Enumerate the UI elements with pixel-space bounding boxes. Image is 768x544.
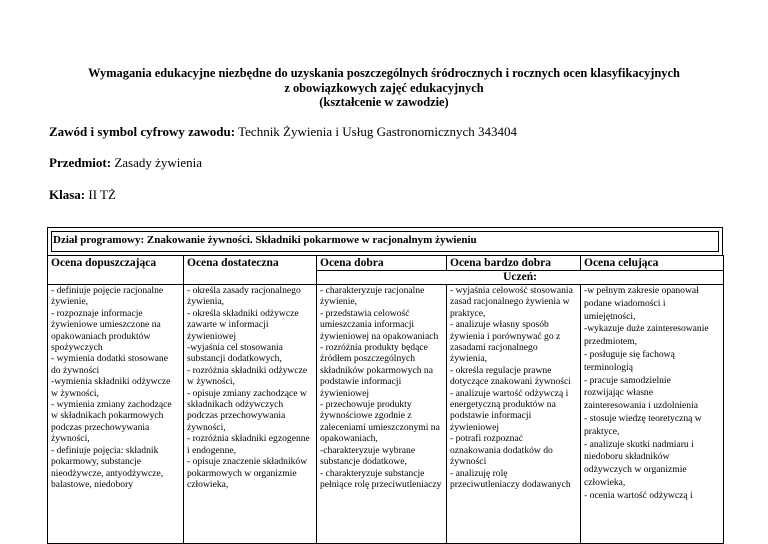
cell-line: odżywczych w organizmie: [584, 464, 687, 476]
cell-line: podane wiadomości i: [584, 297, 666, 309]
cell-line: -wyjaśnia cel stosowania: [187, 342, 283, 354]
header-cell: Ocena celująca: [581, 256, 724, 271]
cell-line: spożywczych: [51, 342, 103, 354]
cell-line: żywienie,: [320, 296, 358, 308]
cell-line: żywności,: [187, 421, 226, 433]
cell-line: - charakteryzuje racjonalne: [320, 285, 425, 296]
cell-line: - definiuje pojęcia: składnik: [51, 444, 159, 456]
cell-line: źródłem poszczególnych: [320, 353, 416, 365]
header-cell: Ocena bardzo dobra: [447, 256, 581, 271]
cell-line: - rozróżnia składniki egzogenne: [187, 433, 310, 445]
cell-line: - wymienia dodatki stosowane: [51, 353, 168, 365]
cell-line: - rozróżnia składniki odżywcze: [187, 364, 308, 376]
class-value: II TŻ: [88, 187, 116, 202]
content-row: [48, 285, 724, 544]
cell-line: -wymienia składniki odżywcze: [51, 376, 171, 388]
cell-line: -wykazuje duże zainteresowanie: [584, 323, 709, 335]
cell-line: w żywności,: [187, 376, 235, 388]
profession-value: Technik Żywienia i Usług Gastronomicznych 343404: [238, 124, 518, 139]
cell-line: zawarte w informacji: [187, 319, 269, 331]
cell-line: - analizuje wartość odżywczą i: [450, 387, 569, 399]
cell-line: żywieniowej: [450, 421, 500, 433]
cell-line: - posługuje się fachową: [584, 348, 675, 360]
requirements-table: [47, 255, 724, 544]
subject-value: Zasady żywienia: [114, 155, 203, 170]
cell-line: - przechowuje produkty: [320, 399, 412, 411]
section-box: [47, 227, 723, 256]
cell-line: podczas przechowywania: [187, 410, 286, 422]
cell-line: - przedstawia celowość: [320, 307, 410, 319]
cell-line: - potrafi rozpoznać: [450, 433, 523, 445]
cell-line: i endogenne,: [187, 444, 237, 456]
subheader-cell: Uczeń:: [317, 271, 724, 285]
cell-line: -w pełnym zakresie opanował: [584, 285, 699, 296]
cell-line: umieszczania informacji: [320, 319, 415, 331]
cell-line: żywienie,: [51, 296, 89, 308]
cell-line: żywieniowej na opakowaniach: [320, 330, 439, 342]
cell-line: - określa składniki odżywcze: [187, 307, 299, 319]
header-row: [48, 256, 724, 271]
cell-line: żywieniowej: [320, 387, 370, 399]
cell-line: - definiuje pojęcie racjonalne: [51, 285, 164, 296]
cell-line: - analizuje własny sposób: [450, 319, 549, 331]
content-cell: [48, 285, 184, 544]
cell-line: umiejętności,: [584, 310, 636, 322]
cell-line: składników pokarmowych na: [320, 364, 433, 376]
class-field: [49, 187, 116, 203]
cell-line: praktyce,: [584, 425, 620, 437]
header-cell: Ocena dobra: [317, 256, 447, 271]
cell-line: zasadami racjonalnego: [450, 342, 538, 354]
cell-line: - charakteryzuje substancje: [320, 467, 425, 479]
cell-line: żywnościowe zgodnie z: [320, 410, 412, 422]
cell-line: - rozróżnia produkty będące: [320, 342, 428, 354]
cell-line: - opisuje zmiany zachodzące w: [187, 387, 307, 399]
header-cell: Ocena dopuszczająca: [48, 256, 184, 285]
profession-field: [49, 124, 517, 140]
title-line: z obowiązkowych zajęć edukacyjnych: [284, 80, 484, 95]
cell-line: substancje dodatkowe,: [320, 456, 407, 468]
subject-field: [49, 155, 202, 171]
cell-line: zasad racjonalnego żywienia w: [450, 296, 570, 308]
cell-line: podstawie informacji: [450, 410, 532, 422]
section-title: Dział programowy: Znakowanie żywności. Składniki pokarmowe w racjonalnym żywieniu: [53, 234, 477, 246]
cell-line: balastowe, niedobory: [51, 478, 134, 490]
cell-line: terminologią: [584, 361, 634, 373]
cell-line: - stosuje wiedzę teoretyczną w: [584, 412, 702, 424]
content-cell: [581, 285, 724, 544]
cell-line: opakowaniach produktów: [51, 330, 151, 342]
cell-line: człowieka,: [584, 476, 626, 488]
cell-line: pokarmowy, substancje: [51, 456, 141, 468]
cell-line: energetyczną produktów na: [450, 399, 556, 411]
subject-label: Przedmiot:: [49, 155, 112, 170]
cell-line: opakowaniach,: [320, 433, 378, 445]
cell-line: podczas przechowywania: [51, 421, 150, 433]
cell-line: w składnikach pokarmowych: [51, 410, 164, 422]
cell-line: składnikach odżywczych: [187, 399, 284, 411]
cell-line: rozwijając własne: [584, 387, 653, 399]
cell-line: żywienia i porównywać go z: [450, 330, 561, 342]
cell-line: - pracuje samodzielnie: [584, 374, 671, 386]
cell-line: - analizuję rolę: [450, 467, 508, 479]
cell-line: - wyjaśnia celowość stosowania: [450, 285, 573, 296]
cell-line: - rozpoznaje informacje: [51, 307, 143, 319]
document-title: [0, 66, 768, 110]
cell-line: w żywności,: [51, 387, 99, 399]
content-cell: [447, 285, 581, 544]
cell-line: dotyczące znakowani żywności: [450, 376, 571, 388]
cell-line: - opisuje znaczenie składników: [187, 456, 308, 468]
cell-line: przedmiotem,: [584, 336, 638, 348]
cell-line: - ocenia wartość odżywczą i: [584, 489, 693, 501]
cell-line: przeciwutleniaczy dodawanych: [450, 478, 571, 490]
cell-line: żywności,: [51, 433, 90, 445]
cell-line: żywienia,: [187, 296, 225, 308]
content-cell: [184, 285, 317, 544]
class-label: Klasa:: [49, 187, 86, 202]
cell-line: substancji dodatkowych,: [187, 353, 282, 365]
cell-line: - określa zasady racjonalnego: [187, 285, 301, 296]
cell-line: - określa regulacje prawne: [450, 364, 552, 376]
cell-line: podstawie informacji: [320, 376, 402, 388]
cell-line: -charakteryzuje wybrane: [320, 444, 416, 456]
cell-line: żywności: [450, 456, 487, 468]
cell-line: - analizuje skutki nadmiaru i: [584, 438, 694, 450]
cell-line: do żywności: [51, 364, 100, 376]
cell-line: nieodżywcze, antyodżywcze,: [51, 467, 164, 479]
cell-line: oznakowania dodatków do: [450, 444, 553, 456]
title-line: Wymagania edukacyjne niezbędne do uzyskania poszczególnych śródrocznych i rocznych ocen klasyfikacyjnych: [88, 66, 680, 80]
title-line: (kształcenie w zawodzie): [319, 95, 449, 110]
cell-line: praktyce,: [450, 307, 486, 319]
cell-line: pełniące rolę przeciwutleniaczy: [320, 478, 442, 490]
cell-line: żywienia,: [450, 353, 488, 365]
cell-line: zaleceniami umieszczonymi na: [320, 421, 440, 433]
cell-line: zainteresowania i uzdolnienia: [584, 400, 699, 412]
cell-line: pokarmowych w organizmie: [187, 467, 297, 479]
cell-line: - wymienia zmiany zachodzące: [51, 399, 172, 411]
header-cell: Ocena dostateczna: [184, 256, 317, 285]
content-cell: [317, 285, 447, 544]
profession-label: Zawód i symbol cyfrowy zawodu:: [49, 124, 236, 139]
cell-line: żywieniowej: [187, 330, 237, 342]
cell-line: niedoboru składników: [584, 451, 670, 463]
cell-line: żywieniowe umieszczone na: [51, 319, 161, 331]
cell-line: człowieka,: [187, 478, 229, 490]
